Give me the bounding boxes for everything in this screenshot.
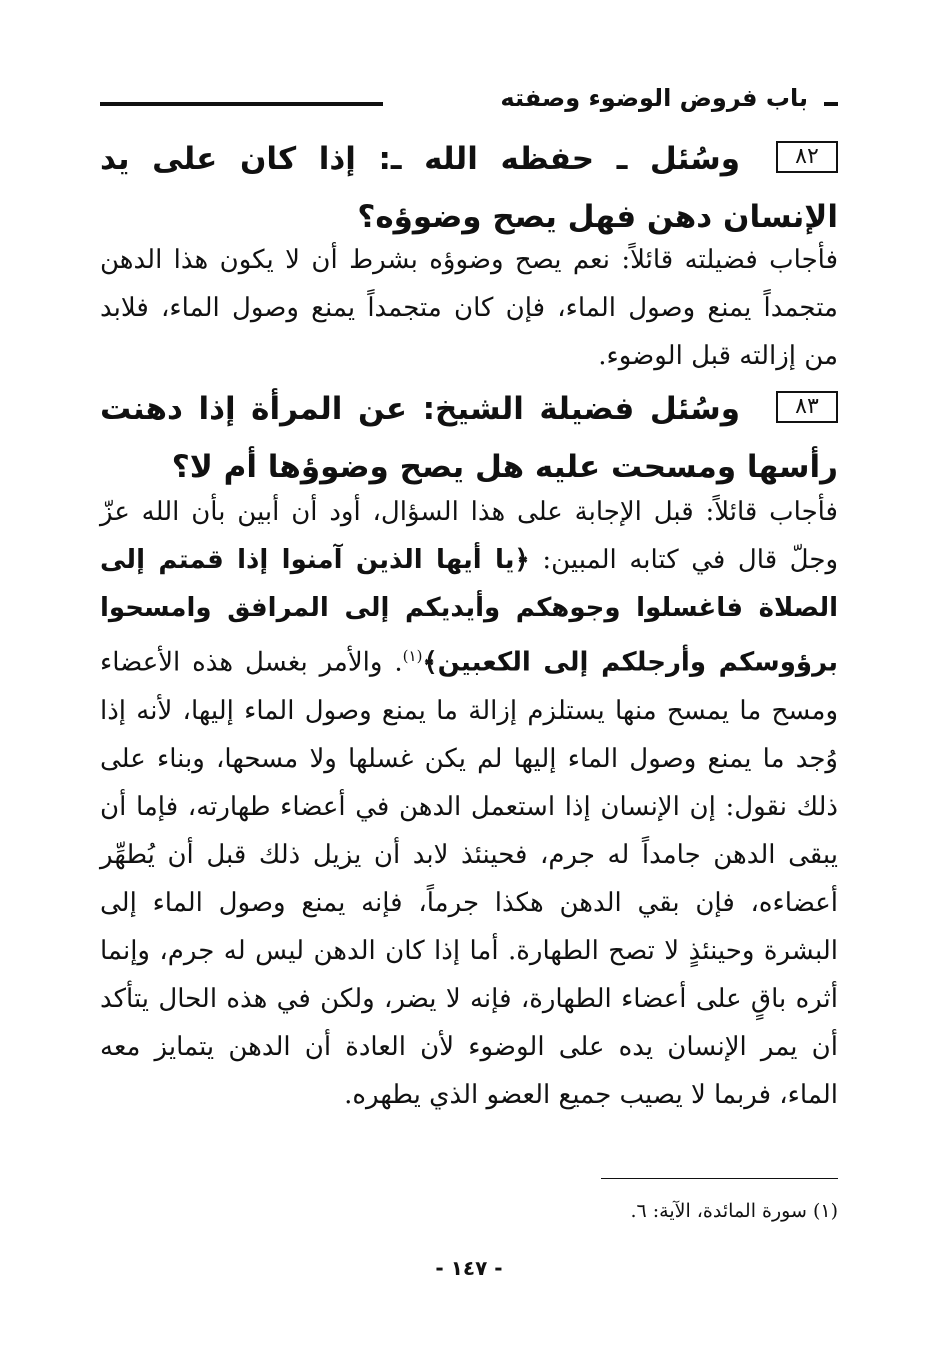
question-82 <box>100 130 838 246</box>
answer-intro: فأجاب قائلاً: قبل الإجابة على هذا السؤال، أود أن أبين بأن الله عزّ وجلّ قال في كتابه المبين: <box>100 497 839 575</box>
question-83 <box>100 380 838 496</box>
question-text: وسُئل فضيلة الشيخ: عن المرأة إذا دهنت رأسها ومسحت عليه هل يصح وضوؤها أم لا؟ <box>100 391 838 485</box>
document-page <box>100 60 838 1320</box>
footnote: (١) سورة المائدة، الآية: ٦. <box>630 1200 838 1222</box>
running-header <box>100 82 838 122</box>
answer-body: . والأمر بغسل هذه الأعضاء ومسح ما يمسح منها يستلزم إزالة ما يمنع وصول الماء إليها، لأنه إذا وُجد ما يمنع وصول الماء إليها لم يكن غسلها ولا مسحها، وبناء على ذلك نقول: إن الإنسان إذا استعمل الدهن في أعضاء طهارته، فإما أن يبقى الدهن جامداً له جرم، فحينئذ لابد أن يزيل ذلك قبل أن يُطهِّر أعضاءه، فإن بقي الدهن هكذا جرماً، فإنه يمنع وصول الماء إلى البشرة وحينئذٍ لا تصح الطهارة. أما إذا كان الدهن ليس له جرم، وإنما أثره باقٍ على أعضاء الطهارة، فإنه لا يضر، ولكن في هذه الحال يتأكد أن يمر الإنسان يده على الوضوء لأن العادة أن الدهن يتمايز معه الماء، فربما لا يصيب جميع العضو الذي يطهره. <box>100 647 838 1110</box>
question-number-badge: ٨٣ <box>776 391 838 423</box>
question-text: وسُئل ـ حفظه الله ـ: إذا كان على يد الإنسان دهن فهل يصح وضوؤه؟ <box>100 141 838 235</box>
header-rule-right <box>824 102 838 106</box>
header-rule-left <box>100 102 383 106</box>
answer-83 <box>100 488 838 1119</box>
footnote-marker: (١) <box>402 647 423 665</box>
question-number-badge: ٨٢ <box>776 141 838 173</box>
chapter-title: باب فروض الوضوء وصفته <box>500 84 808 112</box>
quran-verse: ﴿يا أيها الذين آمنوا إذا قمتم إلى الصلاة فاغسلوا وجوهكم وأيديكم إلى المرافق وامسحوا برؤوسكم وأرجلكم إلى الكعبين﴾ <box>100 545 839 678</box>
answer-82 <box>100 236 838 380</box>
answer-text: فأجاب فضيلته قائلاً: نعم يصح وضوؤه بشرط أن لا يكون هذا الدهن متجمداً يمنع وصول الماء، فإن كان متجمداً يمنع وصول الماء، فلابد من إزالته قبل الوضوء. <box>100 245 838 371</box>
footnote-separator <box>601 1178 838 1179</box>
page-number: - ١٤٧ - <box>435 1256 503 1280</box>
